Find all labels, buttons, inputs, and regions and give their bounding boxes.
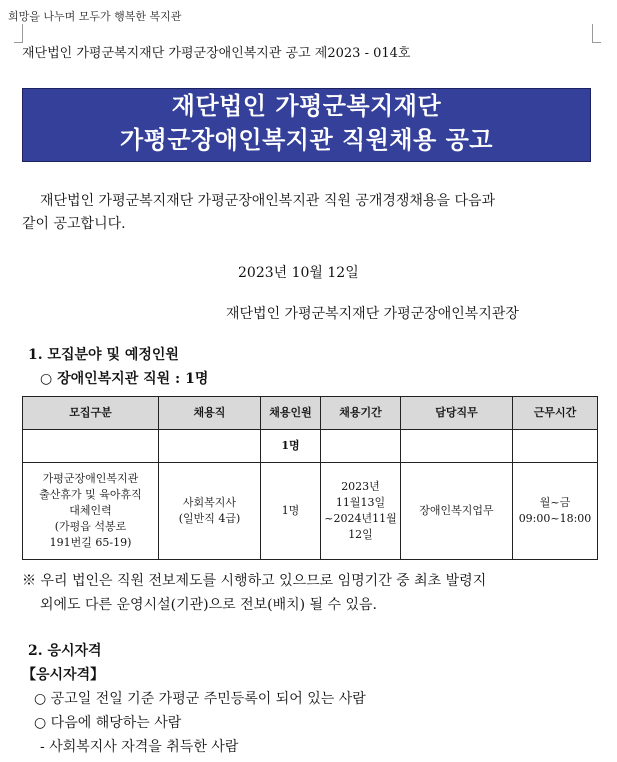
hours-line: 09:00~18:00 xyxy=(518,512,592,525)
period-cell xyxy=(321,463,401,560)
header-position: 채용직 xyxy=(159,397,261,430)
transfer-note-line-2: 외에도 다른 운영시설(기관)으로 전보(배치) 될 수 있음. xyxy=(40,597,378,613)
table-row-total xyxy=(23,430,598,463)
page-corner-mark-left xyxy=(14,24,23,43)
category-line: 가평군장애인복지관 xyxy=(42,472,139,485)
intro-line-2: 같이 공고합니다. xyxy=(22,216,126,232)
document-number: 재단법인 가평군복지재단 가평군장애인복지관 공고 제2023 - 014호 xyxy=(22,46,411,61)
hours-line: 월~금 xyxy=(539,496,571,509)
category-cell xyxy=(23,463,159,560)
header-period: 채용기간 xyxy=(321,397,401,430)
section-2-subtitle: 【응시자격】 xyxy=(22,667,105,683)
total-count-cell: 1명 xyxy=(261,430,321,463)
table-cell xyxy=(23,430,159,463)
transfer-note-line-1: ※ 우리 법인은 직원 전보제도를 시행하고 있으므로 임명기간 중 최초 발령지 xyxy=(22,573,487,589)
position-line: 사회복지사 xyxy=(182,496,237,509)
section-1-subtitle: ○ 장애인복지관 직원 : 1명 xyxy=(40,371,209,387)
period-line: 12일 xyxy=(348,528,373,541)
qualification-sub-bullet: - 사회복지사 자격을 취득한 사람 xyxy=(40,739,239,755)
period-line: 2023년 xyxy=(341,480,380,493)
qualification-bullet: ○ 다음에 해당하는 사람 xyxy=(34,715,182,731)
motto-header: 희망을 나누며 모두가 행복한 복지관 xyxy=(8,10,182,23)
sender-signature: 재단법인 가평군복지재단 가평군장애인복지관장 xyxy=(226,306,519,322)
period-line: ~2024년11월 xyxy=(324,512,397,525)
page-corner-mark-right xyxy=(592,24,601,43)
announcement-date: 2023년 10월 12일 xyxy=(238,265,359,281)
header-hours: 근무시간 xyxy=(513,397,598,430)
section-1-title: 1. 모집분야 및 예정인원 xyxy=(28,347,179,363)
category-line: 출산휴가 및 육아휴직 xyxy=(39,488,142,501)
section-2-title: 2. 응시자격 xyxy=(28,643,102,659)
qualification-bullet: ○ 공고일 전일 기준 가평군 주민등록이 되어 있는 사람 xyxy=(34,691,366,707)
title-line-1: 재단법인 가평군복지재단 xyxy=(171,92,442,120)
position-cell xyxy=(159,463,261,560)
table-cell xyxy=(401,430,513,463)
title-line-2: 가평군장애인복지관 직원채용 공고 xyxy=(120,126,493,154)
recruitment-table xyxy=(22,396,598,560)
period-line: 11월13일 xyxy=(335,496,386,509)
table-row xyxy=(23,463,598,560)
table-cell xyxy=(159,430,261,463)
intro-line-1: 재단법인 가평군복지재단 가평군장애인복지관 직원 공개경쟁채용을 다음과 xyxy=(40,193,496,209)
category-line: 191번길 65-19) xyxy=(49,536,132,549)
count-cell: 1명 xyxy=(261,463,321,560)
table-cell xyxy=(321,430,401,463)
header-count: 채용인원 xyxy=(261,397,321,430)
header-duty: 담당직무 xyxy=(401,397,513,430)
category-line: (가평읍 석봉로 xyxy=(54,520,127,533)
position-line: (일반직 4급) xyxy=(178,512,241,525)
hours-cell xyxy=(513,463,598,560)
header-category: 모집구분 xyxy=(23,397,159,430)
category-line: 대체인력 xyxy=(69,504,112,517)
title-banner xyxy=(22,88,591,162)
table-cell xyxy=(513,430,598,463)
duty-cell: 장애인복지업무 xyxy=(401,463,513,560)
